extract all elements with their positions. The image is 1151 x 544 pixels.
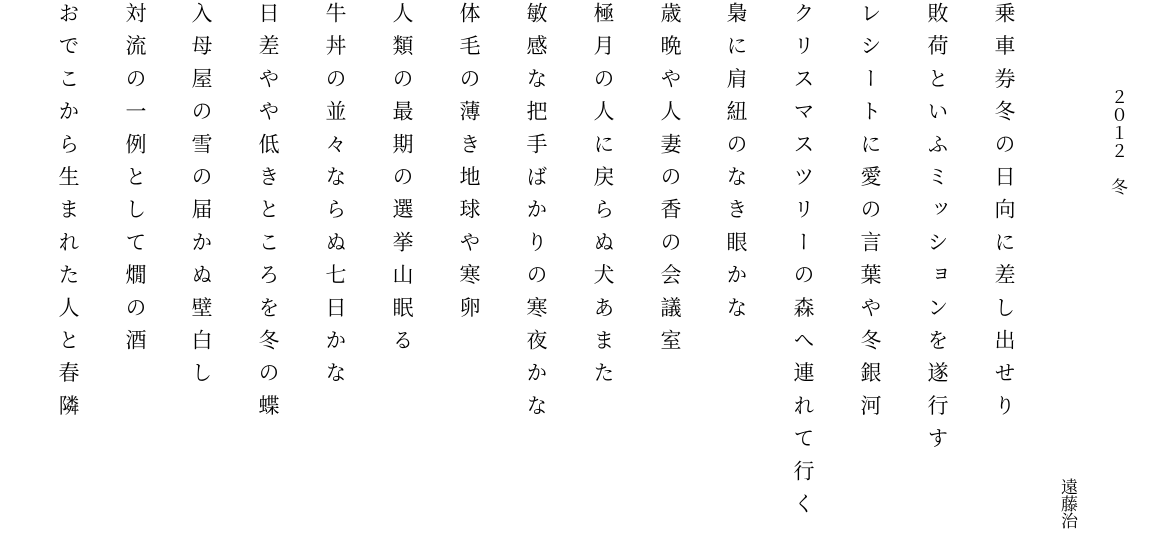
author-name: 遠藤治 <box>1057 478 1077 529</box>
haiku-line: 敏感な把手ばかりの寒夜かな <box>524 2 548 428</box>
haiku-line: 日差やや低きところを冬の蝶 <box>256 2 280 428</box>
haiku-line: 梟に肩紐のなき眼かな <box>724 2 748 329</box>
haiku-line: 歳晩や人妻の香の会議室 <box>658 2 682 362</box>
haiku-line: おでこから生まれた人と春隣 <box>56 2 80 428</box>
collection-title: ２０１２ 冬 <box>1107 88 1127 196</box>
haiku-line: 人類の最期の選挙山眠る <box>390 2 414 362</box>
haiku-line: 乗車券冬の日向に差し出せり <box>992 2 1016 428</box>
haiku-line: クリスマスツリーの森へ連れて行く <box>791 2 815 526</box>
haiku-line: 対流の一例として燗の酒 <box>123 2 147 362</box>
haiku-line: レシートに愛の言葉や冬銀河 <box>858 2 882 428</box>
haiku-line: 敗荷といふミッションを遂行す <box>925 2 949 460</box>
haiku-line: 体毛の薄き地球や寒卵 <box>457 2 481 329</box>
haiku-line: 入母屋の雪の届かぬ壁白し <box>189 2 213 395</box>
haiku-line: 極月の人に戻らぬ犬あまた <box>591 2 615 395</box>
haiku-line: 牛丼の並々ならぬ七日かな <box>323 2 347 395</box>
